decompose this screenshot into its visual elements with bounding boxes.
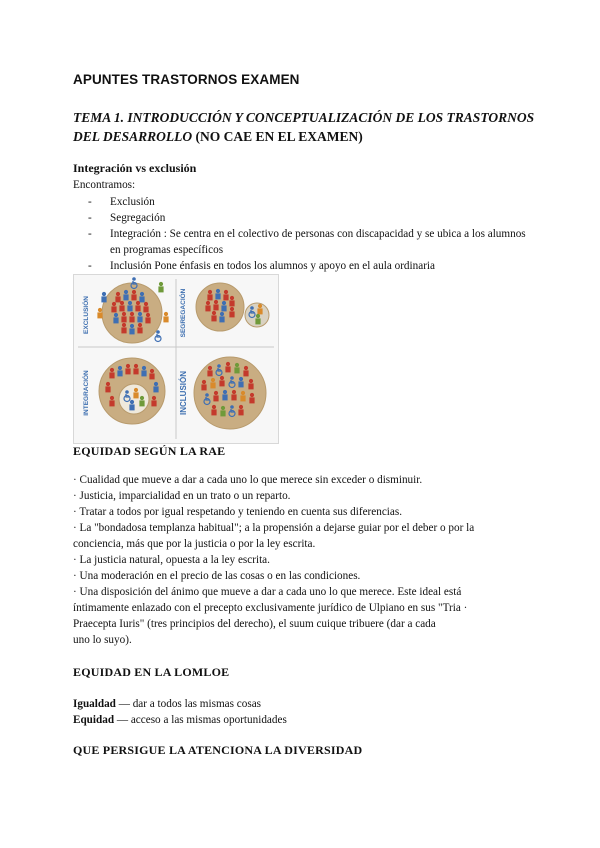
igualdad-text: — dar a todos las mismas cosas [115,698,262,710]
list-item: - Integración : Se centra en el colectivo de personas con discapacidad y se ubica a los alumnos en programas específicos [88,228,526,256]
list-item-text: Integración : Se centra en el colectivo de personas con discapacidad y se ubica a los alumnos en programas específicos [110,228,526,256]
subheading-integracion-vs-exclusion: Integración vs exclusión [73,161,197,175]
list-item-text: Inclusión Pone énfasis en todos los alumnos y apoyo en el aula ordinaria [110,260,435,272]
rae-line: · Una moderación en el precio de las cosas o en las condiciones. [73,570,361,582]
rae-line: uno lo suyo). [73,634,132,646]
rae-line: conciencia, más que por la justicia o por la ley escrita. [73,538,316,550]
rae-line: · Cualidad que mueve a dar a cada uno lo que merece sin exceder o disminuir. [73,474,423,486]
tema-title-italic: TEMA 1. INTRODUCCIÓN Y CONCEPTUALIZACIÓN DE LOS TRASTORNOS DEL DESARROLLO [73,110,535,144]
rae-line: · La "bondadosa templanza habitual"; a la propensión a dejarse guiar por el deber o por la [73,522,475,534]
inclusion-models-figure [73,274,279,444]
rae-line: · Tratar a todos por igual respetando y teniendo en cuenta sus diferencias. [73,506,403,518]
heading-atencion-diversidad: QUE PERSIGUE LA ATENCIONA LA DIVERSIDAD [73,743,363,757]
rae-line: · Una disposición del ánimo que mueve a dar a cada uno lo que merece. Este ideal está [73,586,462,598]
label-exclusion: EXCLUSIÓN [83,296,90,334]
rae-line: · Justicia, imparcialidad en un trato o un reparto. [73,490,291,502]
inclusion-diagram [74,275,278,443]
rae-line: íntimamente enlazado con el precepto exclusivamente jurídico de Ulpiano en sus "Tria · [73,602,468,614]
exclusion-quadrant [97,277,168,343]
integration-quadrant [99,358,165,424]
igualdad-term: Igualdad [73,698,116,710]
list-item-text: Exclusión [110,196,155,208]
list-item: - Inclusión Pone énfasis en todos los alumnos y apoyo en el aula ordinaria [88,260,435,272]
heading-equidad-rae: EQUIDAD SEGÚN LA RAE [73,444,226,458]
rae-definitions [73,472,533,648]
document-title: APUNTES TRASTORNOS EXAMEN [73,72,300,87]
label-integration: INTEGRACIÓN [83,370,90,416]
list-item: - Segregación [88,212,166,224]
heading-equidad-lomloe: EQUIDAD EN LA LOMLOE [73,665,230,679]
equidad-term: Equidad [73,714,115,726]
models-list [88,194,528,274]
label-segregation: SEGREGACIÓN [180,288,187,338]
list-item: - Exclusión [88,196,155,208]
segregation-quadrant [196,283,269,331]
equidad-text: — acceso a las mismas oportunidades [114,714,287,726]
list-item-text: Segregación [110,212,166,224]
igualdad-definition [73,696,261,712]
rae-line: · La justicia natural, opuesta a la ley escrita. [73,554,270,566]
intro-text: Encontramos: [73,179,136,191]
inclusion-quadrant [194,357,266,429]
section-title-tema-1 [73,108,543,146]
tema-title-note: (NO CAE EN EL EXAMEN) [192,129,363,144]
equidad-definition [73,712,287,728]
label-inclusion: INCLUSIÓN [179,371,188,415]
rae-line: Praecepta Iuris" (tres principios del derecho), el suum cuique tribuere (dar a cada [73,618,436,630]
